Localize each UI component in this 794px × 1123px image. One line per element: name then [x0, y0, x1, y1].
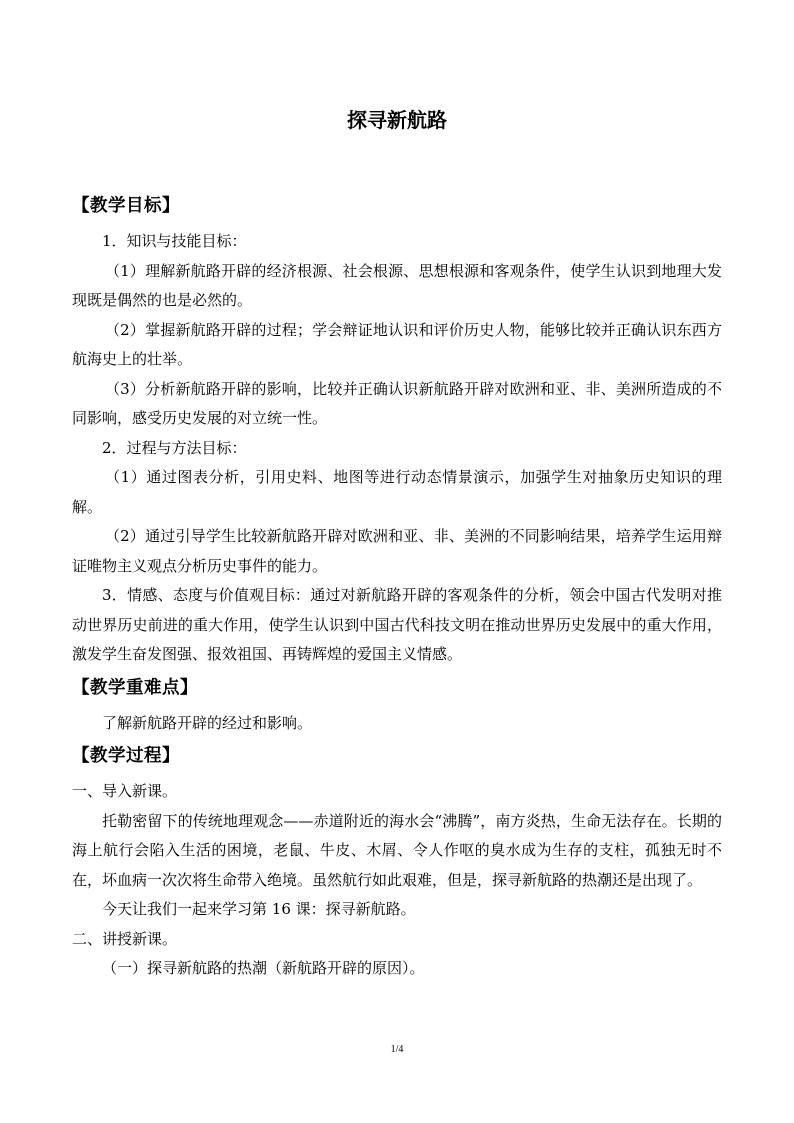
section-heading-keypoints: 【教学重难点】	[72, 677, 198, 698]
step-1-paragraph-2: 今天让我们一起来学习第 16 课：探寻新航路。	[102, 900, 416, 918]
section-heading-objectives: 【教学目标】	[72, 196, 180, 216]
objective-2-paragraph-2: （2）通过引导学生比较新航路开辟对欧洲和亚、非、美洲的不同影响结果，培养学生运用辩证唯物主义观点分析历史事件的能力。	[72, 527, 722, 575]
document-body	[72, 190, 722, 984]
step-1-paragraph-1: 托勒密留下的传统地理观念——赤道附近的海水会“沸腾”，南方炎热，生命无法存在。长期的海上航行会陷入生活的困境，老鼠、牛皮、木屑、令人作呕的臭水成为生存的支柱，孤独无时不在，坏血病一次次将生命带入绝境。虽然航行如此艰难，但是，探寻新航路的热潮还是出现了。	[72, 811, 722, 889]
section-heading-process: 【教学过程】	[72, 746, 180, 766]
step-1-heading: 一、导入新课。	[72, 782, 178, 800]
objective-1-heading: 1．知识与技能目标：	[102, 232, 247, 250]
step-2-subheading-1: （一）探寻新航路的热潮（新航路开辟的原因）。	[102, 959, 425, 977]
objective-3-paragraph: 3．情感、态度与价值观目标：通过对新航路开辟的客观条件的分析，领会中国古代发明对推动世界历史前进的重大作用，使学生认识到中国古代科技文明在推动世界历史发展中的重大作用，激发学生奋发图强、报效祖国、再铸辉煌的爱国主义情感。	[72, 586, 722, 663]
objective-2-paragraph-1: （1）通过图表分析，引用史料、地图等进行动态情景演示，加强学生对抽象历史知识的理解。	[72, 468, 722, 516]
page-number: 1/4	[390, 1044, 404, 1055]
objective-1-paragraph-2: （2）掌握新航路开辟的过程；学会辩证地认识和评价历史人物，能够比较并正确认识东西方航海史上的壮举。	[72, 320, 722, 368]
objective-2-heading: 2．过程与方法目标：	[102, 438, 247, 457]
objective-1-paragraph-3: （3）分析新航路开辟的影响，比较并正确认识新航路开辟对欧洲和亚、非、美洲所造成的不同影响，感受历史发展的对立统一性。	[72, 379, 722, 427]
step-2-heading: 二、讲授新课。	[72, 929, 178, 948]
document-title: 探寻新航路	[347, 108, 447, 132]
objective-1-paragraph-1: （1）理解新航路开辟的经济根源、社会根源、思想根源和客观条件，使学生认识到地理大发现既是偶然的也是必然的。	[72, 261, 722, 309]
keypoints-paragraph: 了解新航路开辟的经过和影响。	[102, 713, 313, 732]
